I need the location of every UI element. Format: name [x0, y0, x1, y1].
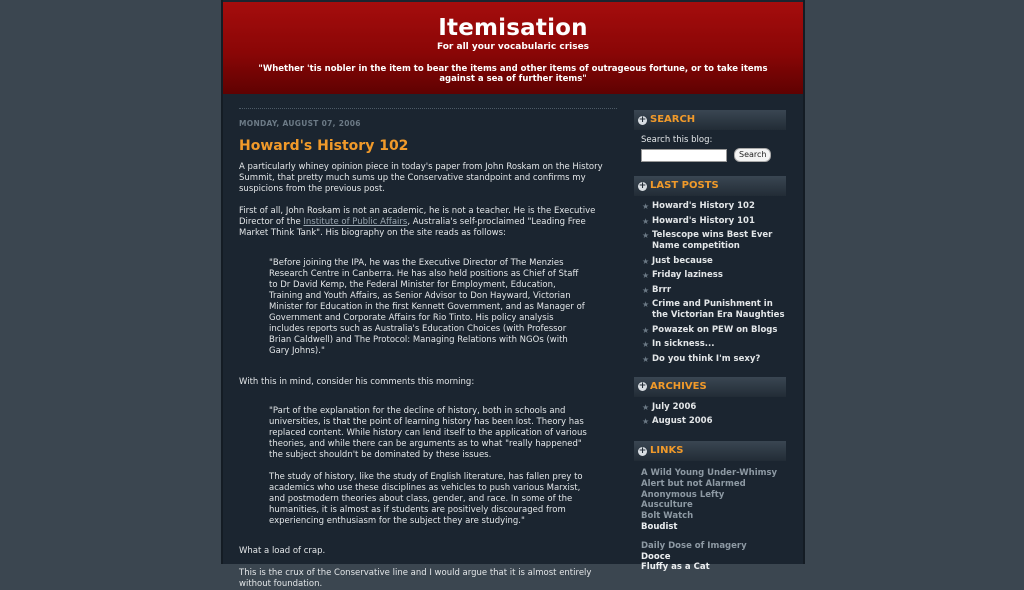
- star-icon: ★: [642, 231, 650, 240]
- star-icon: ★: [642, 271, 650, 280]
- star-icon: ★: [642, 300, 650, 309]
- post-link[interactable]: Just because: [652, 255, 713, 266]
- blog-header: [223, 2, 803, 94]
- heading-label: SEARCH: [650, 114, 696, 125]
- post-link[interactable]: Telescope wins Best Ever Name competition: [652, 230, 773, 251]
- star-icon: ★: [642, 256, 650, 266]
- post-link[interactable]: Powazek on PEW on Blogs: [652, 324, 778, 335]
- search-input[interactable]: [641, 149, 727, 162]
- blog-link[interactable]: Bolt Watch: [641, 511, 694, 522]
- blog-link[interactable]: Anonymous Lefty: [641, 489, 725, 500]
- last-posts-heading: [634, 176, 786, 196]
- ipa-link[interactable]: Institute of Public Affairs: [303, 217, 408, 227]
- post-title[interactable]: Howard's History 102: [239, 138, 409, 154]
- list-item[interactable]: [634, 270, 786, 281]
- star-icon: ★: [642, 325, 650, 335]
- list-item[interactable]: [634, 416, 786, 427]
- plus-circle-icon: +: [638, 180, 647, 191]
- blockquote: The study of history, like the study of English literature, has fallen prey to academics who use these disciplines as vehicles to push various Marxist, and postmodern theories about class, gender, and race. In some of the humanities, it is almost as if students are positively discouraged from experiencing enthusiasm for the subject they are studying.": [269, 472, 583, 526]
- blockquote: "Before joining the IPA, he was the Executive Director of The Menzies Research Centre in Canberra. He has also held positions as Chief of Staff to Dr David Kemp, the Federal Minister for Employment, Education, Training and Youth Affairs, as Senior Advisor to Don Hayward, Victorian Minister for Education in the first Kennett Government, and as Manager of Government and Corporate Affairs for Rio Tinto. His policy analysis includes reports such as Australia's Education Choices (with Professor Brian Caldwell) and The Protocol: Managing Relations with NGOs (with Gary Johns).": [269, 258, 585, 356]
- search-heading: [634, 110, 786, 130]
- star-icon: ★: [642, 285, 650, 295]
- blog-quote: "Whether 'tis nobler in the item to bear the items and other items of outrageous fortune, or to take items against a sea of further items": [258, 64, 768, 84]
- archive-link[interactable]: August 2006: [652, 416, 713, 426]
- search-form: [641, 148, 786, 162]
- post-link[interactable]: In sickness...: [652, 339, 715, 349]
- plus-circle-icon: +: [638, 381, 647, 391]
- blog-page: [221, 0, 805, 589]
- blog-link[interactable]: A Wild Young Under-Whimsy: [641, 468, 778, 478]
- blog-link[interactable]: Dooce: [641, 551, 671, 562]
- blog-link[interactable]: Fluffy as a Cat: [641, 562, 710, 573]
- blockquote: "Part of the explanation for the decline of history, both in schools and universities, is that the point of learning history has been lost. Theory has replaced content. While history can lend itself to the application of various theories, and while there can be arguments as to what "really happened" the subject shouldn't be dominated by these issues.: [269, 406, 587, 460]
- post-paragraph: With this in mind, consider his comments this morning:: [239, 377, 475, 387]
- links-list: [641, 468, 786, 573]
- archives-list: [634, 402, 786, 428]
- list-item[interactable]: [634, 256, 786, 267]
- post-date: MONDAY, AUGUST 07, 2006: [239, 119, 361, 128]
- list-item[interactable]: [634, 402, 786, 413]
- list-item[interactable]: [634, 216, 786, 227]
- heading-label: LINKS: [650, 445, 684, 456]
- blog-link[interactable]: Boudist: [641, 521, 678, 532]
- star-icon: ★: [642, 417, 650, 426]
- post-link[interactable]: Do you think I'm sexy?: [652, 353, 761, 364]
- post-link[interactable]: Brrr: [652, 284, 672, 295]
- links-spacer: [641, 533, 786, 541]
- blog-description: For all your vocabularic crises: [436, 42, 590, 52]
- blog-link[interactable]: Daily Dose of Imagery: [641, 540, 747, 551]
- last-posts-list: [634, 201, 786, 365]
- star-icon: ★: [642, 202, 650, 211]
- star-icon: ★: [642, 216, 650, 226]
- search-label: Search this blog:: [641, 135, 713, 145]
- post-paragraph: What a load of crap.: [239, 546, 326, 556]
- blog-link[interactable]: Ausculture: [641, 500, 693, 511]
- blog-link[interactable]: Alert but not Alarmed: [641, 478, 746, 489]
- plus-circle-icon: +: [638, 114, 647, 125]
- post-link[interactable]: Crime and Punishment in the Victorian Era Naughties: [652, 299, 785, 320]
- list-item[interactable]: [634, 201, 786, 212]
- post-paragraph: [239, 206, 617, 239]
- heading-label: ARCHIVES: [650, 380, 707, 392]
- search-button[interactable]: Search: [734, 148, 771, 162]
- blog-title[interactable]: Itemisation: [438, 15, 588, 41]
- paragraph-text: , Australia's self-proclaimed "Leading Free Market Think Tank". His biography on the site reads as follows:: [239, 217, 586, 238]
- list-item[interactable]: [634, 325, 786, 336]
- post-link[interactable]: Friday laziness: [652, 270, 723, 280]
- post-paragraph: This is the crux of the Conservative line and I would argue that it is almost entirely without foundation.: [239, 568, 592, 589]
- post-link[interactable]: Howard's History 102: [652, 201, 755, 211]
- links-heading: [634, 441, 786, 461]
- archive-link[interactable]: July 2006: [652, 401, 697, 412]
- star-icon: ★: [642, 340, 650, 349]
- sidebar: [634, 110, 786, 573]
- post-paragraph: A particularly whiney opinion piece in today's paper from John Roskam on the History Summit, that pretty much sums up the Conservative standpoint and confirms my suspicions from the previous post.: [239, 162, 603, 194]
- star-icon: ★: [642, 354, 650, 364]
- list-item[interactable]: [634, 299, 786, 321]
- list-item[interactable]: [634, 339, 786, 350]
- star-icon: ★: [642, 402, 650, 412]
- plus-circle-icon: +: [638, 445, 647, 456]
- heading-label: LAST POSTS: [650, 180, 719, 191]
- archives-heading: [634, 377, 786, 397]
- list-item[interactable]: [634, 285, 786, 296]
- paragraph-text: First of all, John Roskam is not an academic, he is not a teacher. He is the Executive Director of the: [239, 206, 596, 227]
- list-item[interactable]: [634, 230, 786, 252]
- post-link[interactable]: Howard's History 101: [652, 215, 755, 226]
- post-area: [239, 108, 617, 590]
- list-item[interactable]: [634, 354, 786, 365]
